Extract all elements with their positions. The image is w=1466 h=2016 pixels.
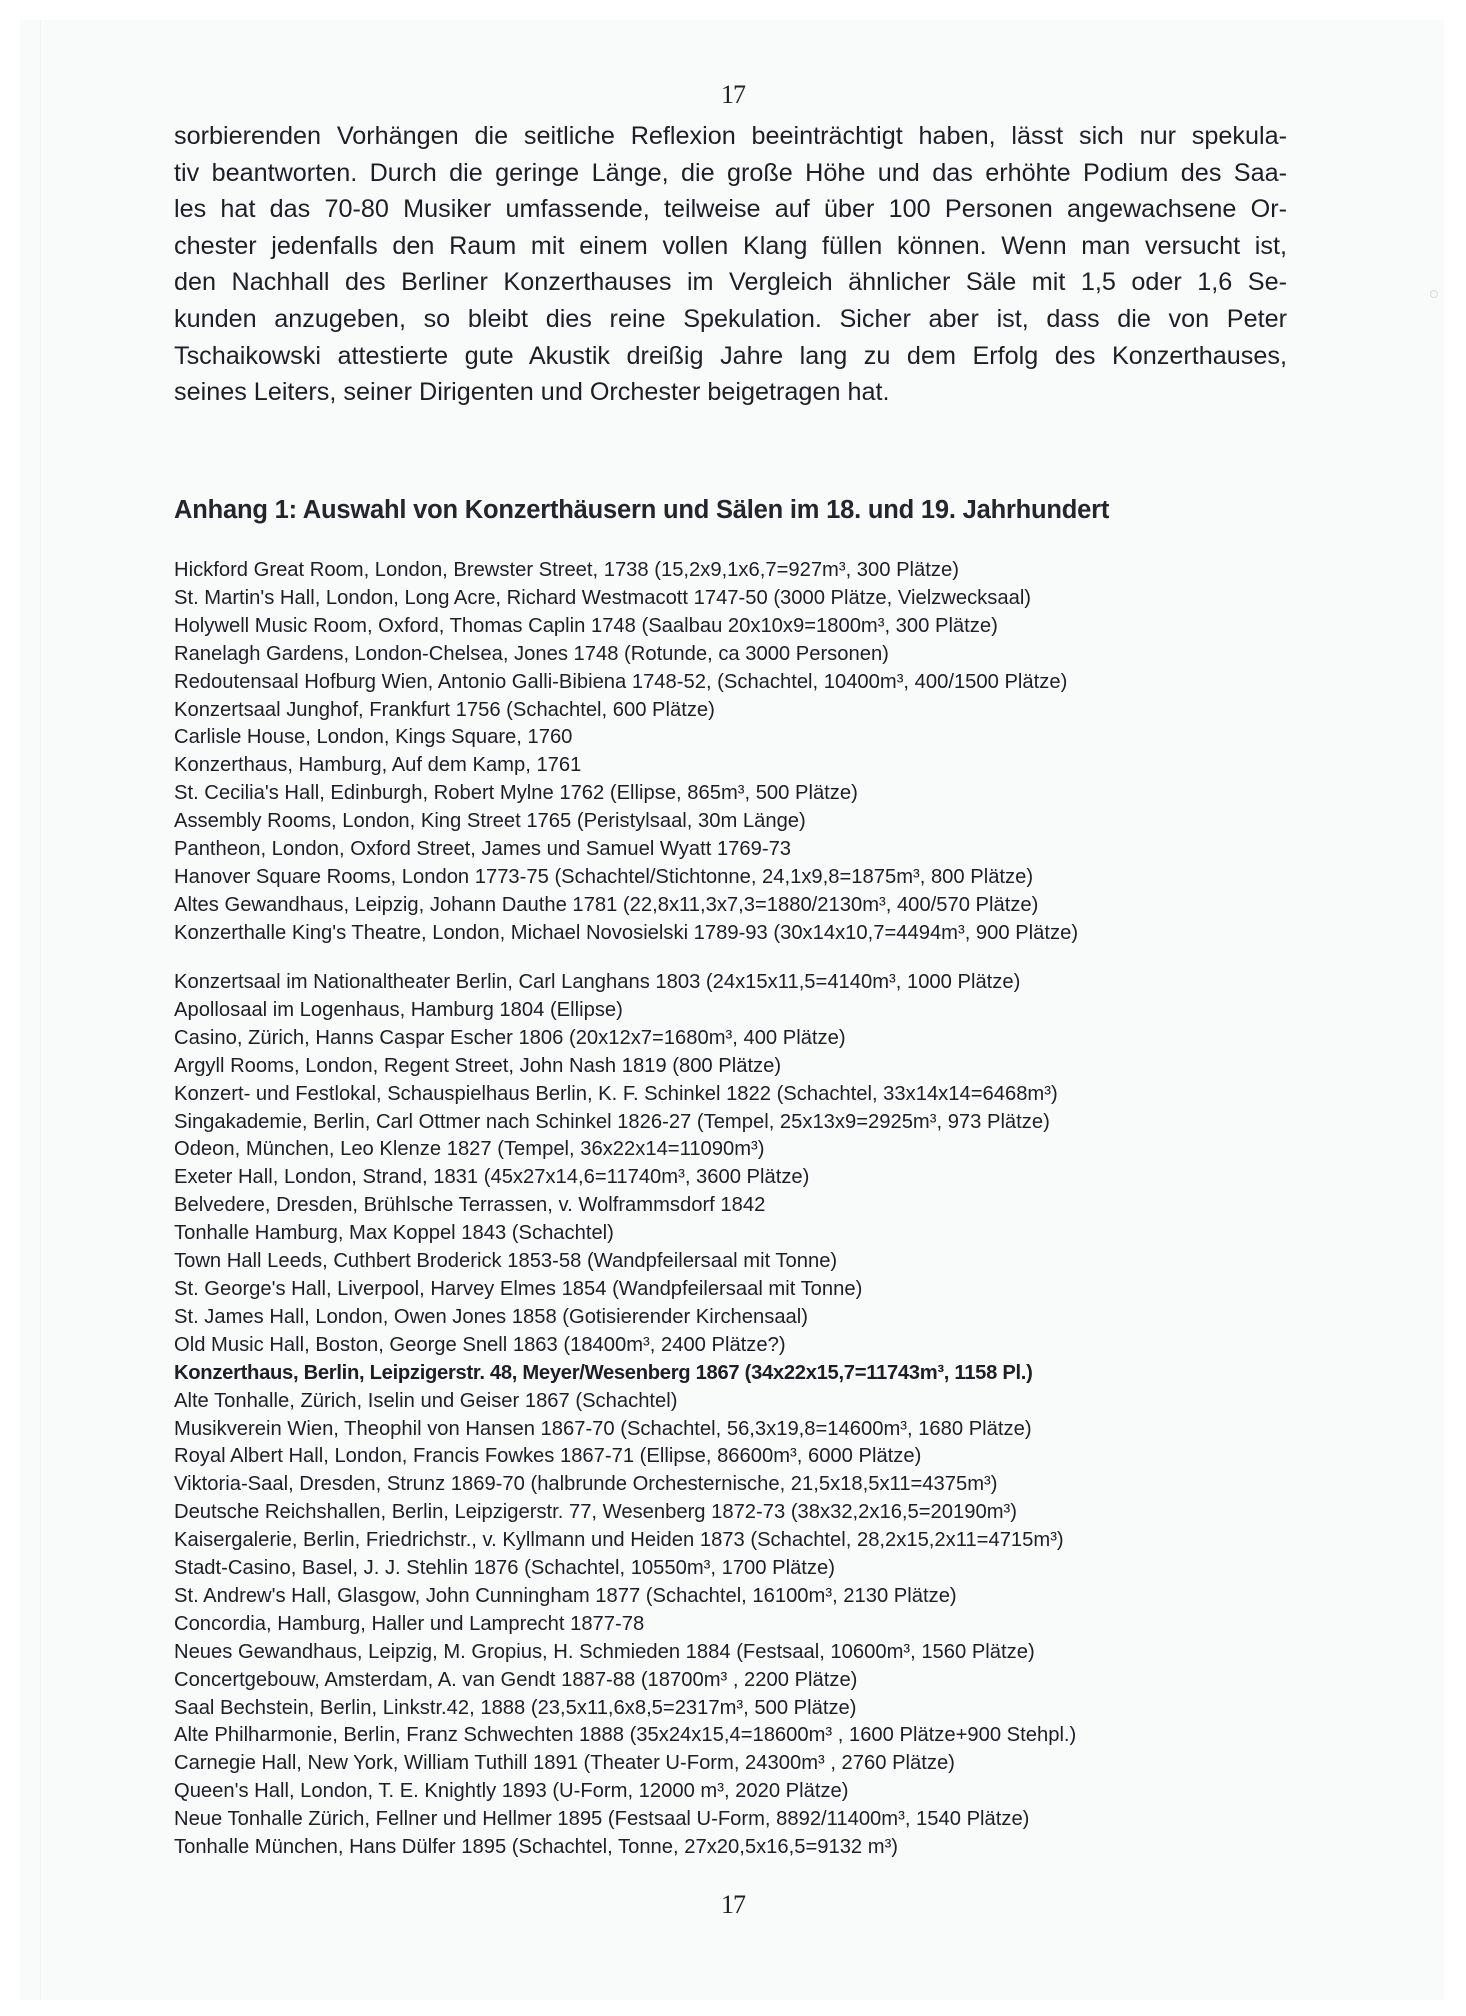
body-line: les hat das 70-80 Musiker umfassende, teilweise auf über 100 Personen angewachsene Or- — [174, 195, 1287, 224]
venue-item: Musikverein Wien, Theophil von Hansen 1867-70 (Schachtel, 56,3x19,8=14600m³, 1680 Plätze) — [174, 1417, 1032, 1440]
venue-item: Assembly Rooms, London, King Street 1765 (Peristylsaal, 30m Länge) — [174, 810, 806, 833]
venue-item: Kaisergalerie, Berlin, Friedrichstr., v. Kyllmann und Heiden 1873 (Schachtel, 28,2x15,2x11=4715m³) — [174, 1529, 1064, 1552]
venue-item: Hickford Great Room, London, Brewster Street, 1738 (15,2x9,1x6,7=927m³, 300 Plätze) — [174, 559, 959, 581]
body-line: seines Leiters, seiner Dirigenten und Orchester beigetragen hat. — [174, 378, 890, 407]
venue-item: Altes Gewandhaus, Leipzig, Johann Dauthe 1781 (22,8x11,3x7,3=1880/2130m³, 400/570 Plätze) — [174, 893, 1039, 916]
venue-item: Alte Philharmonie, Berlin, Franz Schwechten 1888 (35x24x15,4=18600m³ , 1600 Plätze+900 Stehpl.) — [174, 1724, 1077, 1747]
venue-item: Deutsche Reichshallen, Berlin, Leipzigerstr. 77, Wesenberg 1872-73 (38x32,2x16,5=20190m³) — [174, 1501, 1017, 1524]
appendix-heading: Anhang 1: Auswahl von Konzerthäusern und Sälen im 18. und 19. Jahrhundert — [174, 496, 1110, 524]
body-line: tiv beantworten. Durch die geringe Länge, die große Höhe und das erhöhte Podium des Saa- — [174, 158, 1287, 187]
venue-item: Alte Tonhalle, Zürich, Iselin und Geiser 1867 (Schachtel) — [174, 1389, 678, 1412]
venue-item: Tonhalle Hamburg, Max Koppel 1843 (Schachtel) — [174, 1222, 614, 1245]
venue-item: Stadt-Casino, Basel, J. J. Stehlin 1876 (Schachtel, 10550m³, 1700 Plätze) — [174, 1557, 835, 1580]
venue-list-19th-century — [174, 969, 1324, 1862]
venue-item: Konzerthalle King's Theatre, London, Michael Novosielski 1789-93 (30x14x10,7=4494m³, 900 Plätze) — [174, 921, 1079, 944]
body-line: kunden anzugeben, so bleibt dies reine Spekulation. Sicher aber ist, dass die von Peter — [174, 304, 1287, 333]
venue-item: Concordia, Hamburg, Haller und Lamprecht 1877-78 — [174, 1612, 645, 1635]
venue-item: Ranelagh Gardens, London-Chelsea, Jones 1748 (Rotunde, ca 3000 Personen) — [174, 642, 889, 665]
body-line: Tschaikowski attestierte gute Akustik dreißig Jahre lang zu dem Erfolg des Konzerthauses, — [174, 341, 1287, 370]
venue-item: St. Andrew's Hall, Glasgow, John Cunningham 1877 (Schachtel, 16100m³, 2130 Plätze) — [174, 1584, 957, 1607]
body-line: den Nachhall des Berliner Konzerthauses im Vergleich ähnlicher Säle mit 1,5 oder 1,6 Se- — [174, 268, 1287, 297]
venue-item: Redoutensaal Hofburg Wien, Antonio Galli-Bibiena 1748-52, (Schachtel, 10400m³, 400/1500 Plätze) — [174, 670, 1068, 693]
venue-item: Exeter Hall, London, Strand, 1831 (45x27x14,6=11740m³, 3600 Plätze) — [174, 1166, 810, 1189]
venue-item: Singakademie, Berlin, Carl Ottmer nach Schinkel 1826-27 (Tempel, 25x13x9=2925m³, 973 Plätze) — [174, 1110, 1050, 1133]
venue-item: Casino, Zürich, Hanns Caspar Escher 1806 (20x12x7=1680m³, 400 Plätze) — [174, 1026, 846, 1049]
venue-item: Apollosaal im Logenhaus, Hamburg 1804 (Ellipse) — [174, 998, 623, 1021]
venue-item: Pantheon, London, Oxford Street, James und Samuel Wyatt 1769-73 — [174, 838, 792, 861]
venue-item: Old Music Hall, Boston, George Snell 1863 (18400m³, 2400 Plätze?) — [174, 1333, 786, 1356]
venue-item: St. Martin's Hall, London, Long Acre, Richard Westmacott 1747-50 (3000 Plätze, Vielzwecksaal) — [174, 586, 1032, 609]
page-number-bottom: 17 — [721, 1890, 745, 1919]
scan-speck — [1430, 290, 1438, 298]
venue-item: Neue Tonhalle Zürich, Fellner und Hellmer 1895 (Festsaal U-Form, 8892/11400m³, 1540 Plätze) — [174, 1808, 1030, 1831]
venue-item: Town Hall Leeds, Cuthbert Broderick 1853-58 (Wandpfeilersaal mit Tonne) — [174, 1250, 838, 1273]
venue-item: Carnegie Hall, New York, William Tuthill 1891 (Theater U-Form, 24300m³ , 2760 Plätze) — [174, 1752, 955, 1775]
venue-item: Konzert- und Festlokal, Schauspielhaus Berlin, K. F. Schinkel 1822 (Schachtel, 33x14x14=6468m³) — [174, 1082, 1058, 1105]
venue-item: Royal Albert Hall, London, Francis Fowkes 1867-71 (Ellipse, 86600m³, 6000 Plätze) — [174, 1445, 922, 1468]
venue-item-highlighted: Konzerthaus, Berlin, Leipzigerstr. 48, Meyer/Wesenberg 1867 (34x22x15,7=11743m³, 1158 Pl.) — [174, 1361, 1033, 1384]
venue-item: Carlisle House, London, Kings Square, 1760 — [174, 726, 573, 749]
body-paragraph — [174, 118, 1287, 411]
venue-item: St. James Hall, London, Owen Jones 1858 (Gotisierender Kirchensaal) — [174, 1305, 808, 1328]
venue-item: Konzerthaus, Hamburg, Auf dem Kamp, 1761 — [174, 754, 582, 777]
venue-item: Argyll Rooms, London, Regent Street, John Nash 1819 (800 Plätze) — [174, 1054, 782, 1077]
venue-item: Queen's Hall, London, T. E. Knightly 1893 (U-Form, 12000 m³, 2020 Plätze) — [174, 1780, 849, 1803]
venue-item: Concertgebouw, Amsterdam, A. van Gendt 1887-88 (18700m³ , 2200 Plätze) — [174, 1668, 858, 1691]
venue-list-18th-century — [174, 557, 1324, 948]
venue-item: Konzertsaal im Nationaltheater Berlin, Carl Langhans 1803 (24x15x11,5=4140m³, 1000 Plätze) — [174, 971, 1021, 993]
venue-item: Neues Gewandhaus, Leipzig, M. Gropius, H. Schmieden 1884 (Festsaal, 10600m³, 1560 Plätze) — [174, 1640, 1035, 1663]
body-line: sorbierenden Vorhängen die seitliche Reflexion beeinträchtigt haben, lässt sich nur spekula- — [174, 122, 1287, 150]
venue-item: Odeon, München, Leo Klenze 1827 (Tempel, 36x22x14=11090m³) — [174, 1138, 765, 1161]
venue-item: St. George's Hall, Liverpool, Harvey Elmes 1854 (Wandpfeilersaal mit Tonne) — [174, 1277, 863, 1300]
body-line: chester jedenfalls den Raum mit einem vollen Klang füllen können. Wenn man versucht ist, — [174, 231, 1287, 260]
venue-item: Konzertsaal Junghof, Frankfurt 1756 (Schachtel, 600 Plätze) — [174, 698, 715, 721]
page-number-top: 17 — [721, 80, 745, 109]
venue-item: St. Cecilia's Hall, Edinburgh, Robert Mylne 1762 (Ellipse, 865m³, 500 Plätze) — [174, 782, 858, 805]
venue-item: Hanover Square Rooms, London 1773-75 (Schachtel/Stichtonne, 24,1x9,8=1875m³, 800 Plätze) — [174, 865, 1034, 888]
venue-item: Belvedere, Dresden, Brühlsche Terrassen, v. Wolframmsdorf 1842 — [174, 1194, 766, 1217]
venue-item: Viktoria-Saal, Dresden, Strunz 1869-70 (halbrunde Orchesternische, 21,5x18,5x11=4375m³) — [174, 1473, 998, 1496]
venue-item: Saal Bechstein, Berlin, Linkstr.42, 1888 (23,5x11,6x8,5=2317m³, 500 Plätze) — [174, 1696, 857, 1719]
page-edge-divider — [40, 20, 41, 2000]
venue-item: Holywell Music Room, Oxford, Thomas Caplin 1748 (Saalbau 20x10x9=1800m³, 300 Plätze) — [174, 614, 998, 637]
venue-item: Tonhalle München, Hans Dülfer 1895 (Schachtel, Tonne, 27x20,5x16,5=9132 m³) — [174, 1836, 899, 1859]
